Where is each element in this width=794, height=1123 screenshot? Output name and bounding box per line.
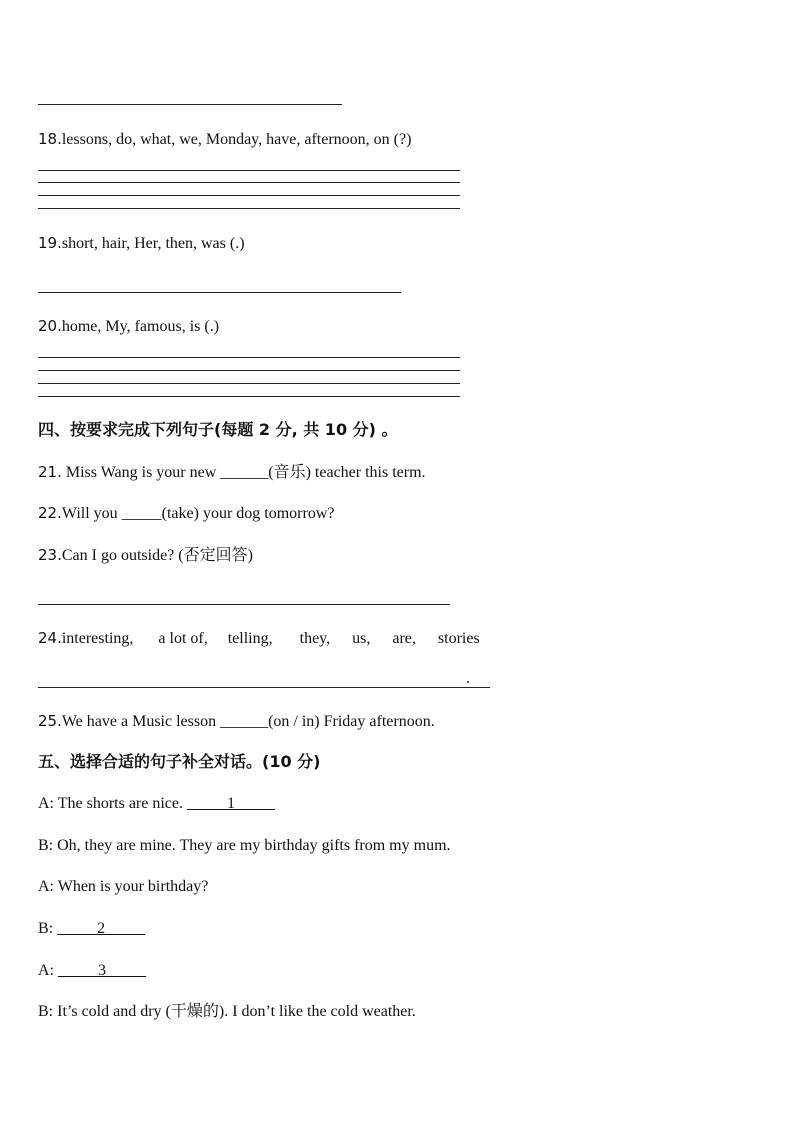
question-number: 18. (38, 130, 62, 148)
question-number: 24. (38, 629, 62, 647)
dialogue-text: Oh, they are mine. They are my birthday gifts from my mum. (53, 837, 451, 854)
question-20 (38, 316, 219, 337)
word: telling, (227, 630, 273, 647)
answer-line[interactable] (38, 292, 401, 293)
question-text: We have a Music lesson ______(on / in) Friday afternoon. (61, 713, 435, 730)
speaker: B: (38, 837, 54, 854)
dialogue-line (38, 919, 145, 939)
question-number: 25. (38, 712, 62, 730)
dialogue-text: It’s cold and dry (干燥的). I don’t like the cold weather. (53, 1003, 416, 1020)
dialogue-line (38, 836, 451, 856)
speaker: A: (38, 878, 54, 895)
speaker: B: (38, 920, 54, 937)
blank-2[interactable]: _____2_____ (57, 920, 146, 937)
word: they, (299, 630, 331, 647)
question-22 (38, 503, 335, 524)
answer-line[interactable] (38, 383, 460, 384)
question-19 (38, 233, 245, 254)
question-number: 21. (38, 463, 62, 481)
answer-line[interactable] (38, 357, 460, 358)
section-4-heading: 四、按要求完成下列句子(每题 2 分, 共 10 分) 。 (38, 420, 398, 439)
word: us, (352, 630, 371, 647)
blank-1[interactable]: _____1_____ (187, 795, 275, 812)
word: a lot of, (158, 630, 208, 647)
speaker: A: (38, 795, 54, 812)
question-number: 19. (38, 234, 62, 252)
dialogue-line (38, 794, 275, 814)
sentence-period: . (466, 670, 470, 687)
answer-line[interactable] (38, 195, 460, 196)
question-25 (38, 711, 435, 732)
speaker: A: (38, 962, 54, 979)
answer-line[interactable] (38, 208, 460, 209)
dialogue-line (38, 1002, 416, 1022)
section-5-heading: 五、选择合适的句子补全对话。(10 分) (38, 752, 321, 771)
dialogue-line (38, 961, 146, 981)
word: are, (392, 630, 416, 647)
dialogue-text: When is your birthday? (54, 878, 209, 895)
answer-line[interactable] (38, 604, 450, 605)
answer-line[interactable] (38, 104, 342, 105)
word: stories (437, 630, 480, 647)
question-number: 23. (38, 546, 62, 564)
question-18 (38, 129, 411, 150)
question-text: lessons, do, what, we, Monday, have, afternoon, on (?) (61, 131, 412, 148)
answer-line[interactable] (38, 396, 460, 397)
question-24 (38, 628, 480, 649)
answer-line[interactable] (38, 182, 460, 183)
word: interesting, (61, 630, 134, 647)
blank-3[interactable]: _____3_____ (58, 962, 146, 979)
question-number: 20. (38, 317, 62, 335)
dialogue-line (38, 877, 208, 897)
question-text: home, My, famous, is (.) (61, 318, 220, 335)
question-text: short, hair, Her, then, was (.) (61, 235, 245, 252)
answer-line[interactable] (38, 687, 490, 688)
question-text: Will you _____(take) your dog tomorrow? (61, 505, 335, 522)
speaker: B: (38, 1003, 54, 1020)
question-number: 22. (38, 504, 62, 522)
question-text: Miss Wang is your new ______(音乐) teacher this term. (61, 464, 426, 481)
question-21 (38, 462, 426, 483)
dialogue-text: The shorts are nice. (54, 795, 187, 812)
question-23 (38, 545, 253, 566)
answer-line[interactable] (38, 170, 460, 171)
question-text: Can I go outside? (否定回答) (61, 547, 253, 564)
answer-line[interactable] (38, 370, 460, 371)
